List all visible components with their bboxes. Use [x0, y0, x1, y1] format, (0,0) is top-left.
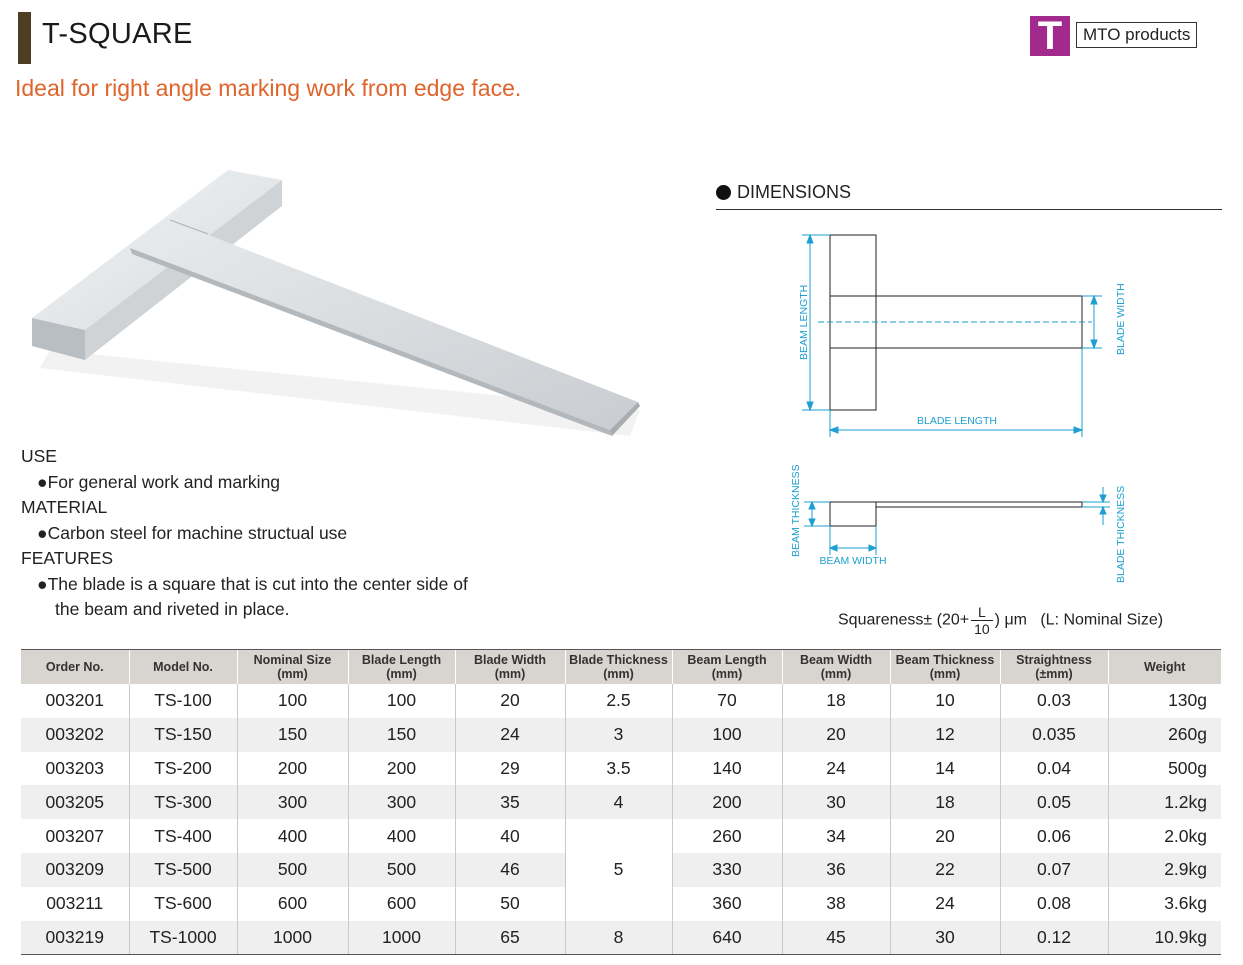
beam-thickness: 10 [890, 684, 1000, 718]
beam-width: 30 [782, 785, 890, 819]
squareness-formula [838, 604, 1163, 637]
beam-thickness-label: BEAM THICKNESS [790, 464, 802, 557]
blade-thickness: 4 [565, 785, 672, 819]
material-item: ●Carbon steel for machine structual use [37, 522, 348, 543]
table-header-row [21, 650, 1221, 685]
t-square-photo [20, 140, 660, 440]
weight: 1.2kg [1108, 785, 1221, 819]
blade-width: 65 [455, 921, 565, 955]
col-header: Order No. [21, 650, 129, 685]
col-header: Beam Width (mm) [782, 650, 890, 685]
blade-length: 200 [348, 752, 455, 786]
dimensions-heading-label: DIMENSIONS [737, 182, 852, 202]
table-row [21, 785, 1221, 819]
weight: 2.0kg [1108, 819, 1221, 853]
nominal-size: 200 [237, 752, 348, 786]
order-no: 003203 [21, 752, 129, 786]
beam-thickness: 14 [890, 752, 1000, 786]
squareness-fraction [971, 604, 993, 637]
col-header: Nominal Size (mm) [237, 650, 348, 685]
mto-badge-icon: T [1030, 16, 1070, 56]
order-no: 003209 [21, 853, 129, 887]
beam-length: 100 [672, 718, 782, 752]
col-header: Model No. [129, 650, 237, 685]
blade-length: 300 [348, 785, 455, 819]
beam-thickness: 24 [890, 887, 1000, 921]
model-no: TS-400 [129, 819, 237, 853]
side-blade-outline [876, 502, 1082, 507]
order-no: 003201 [21, 684, 129, 718]
beam-width-label: BEAM WIDTH [819, 555, 887, 567]
squareness-prefix: Squareness± (20+ [838, 611, 970, 629]
blade-length: 100 [348, 684, 455, 718]
beam-width: 36 [782, 853, 890, 887]
col-header: Straightness (±mm) [1000, 650, 1108, 685]
blade-width: 29 [455, 752, 565, 786]
product-specs [21, 444, 581, 623]
material-heading: MATERIAL [21, 497, 108, 517]
nominal-size: 400 [237, 819, 348, 853]
table-row [21, 684, 1221, 718]
nominal-size: 1000 [237, 921, 348, 955]
blade-thickness: 2.5 [565, 684, 672, 718]
use-item: ●For general work and marking [37, 471, 281, 492]
blade-length: 500 [348, 853, 455, 887]
nominal-size: 500 [237, 853, 348, 887]
col-header: Blade Thickness (mm) [565, 650, 672, 685]
beam-thickness: 12 [890, 718, 1000, 752]
straightness: 0.06 [1000, 819, 1108, 853]
blade-thickness: 3 [565, 718, 672, 752]
squareness-denominator: 10 [974, 621, 990, 637]
blade-width: 40 [455, 819, 565, 853]
nominal-size: 100 [237, 684, 348, 718]
blade-width: 50 [455, 887, 565, 921]
blade-width-label: BLADE WIDTH [1115, 283, 1127, 355]
table-row [21, 819, 1221, 853]
beam-width: 18 [782, 684, 890, 718]
nominal-size: 300 [237, 785, 348, 819]
blade-thickness: 8 [565, 921, 672, 955]
blade-length: 1000 [348, 921, 455, 955]
col-header: Beam Thickness (mm) [890, 650, 1000, 685]
model-no: TS-500 [129, 853, 237, 887]
bullet-icon [716, 185, 731, 200]
nominal-size: 150 [237, 718, 348, 752]
page-title: T-SQUARE [42, 18, 193, 50]
blade-width: 24 [455, 718, 565, 752]
blade-length: 400 [348, 819, 455, 853]
beam-length: 260 [672, 819, 782, 853]
beam-length-label: BEAM LENGTH [798, 284, 810, 360]
dimensions-heading [716, 182, 1222, 210]
beam-width: 45 [782, 921, 890, 955]
blade-width: 35 [455, 785, 565, 819]
beam-thickness: 20 [890, 819, 1000, 853]
blade-length: 150 [348, 718, 455, 752]
weight: 130g [1108, 684, 1221, 718]
weight: 10.9kg [1108, 921, 1221, 955]
beam-length: 640 [672, 921, 782, 955]
order-no: 003207 [21, 819, 129, 853]
blade-width: 46 [455, 853, 565, 887]
table-row [21, 752, 1221, 786]
straightness: 0.08 [1000, 887, 1108, 921]
model-no: TS-300 [129, 785, 237, 819]
blade-length-label: BLADE LENGTH [917, 415, 997, 427]
beam-length: 200 [672, 785, 782, 819]
nominal-size: 600 [237, 887, 348, 921]
order-no: 003219 [21, 921, 129, 955]
model-no: TS-150 [129, 718, 237, 752]
blade-thickness: 3.5 [565, 752, 672, 786]
product-subtitle: Ideal for right angle marking work from edge face. [15, 75, 522, 101]
table-row [21, 921, 1221, 955]
weight: 2.9kg [1108, 853, 1221, 887]
straightness: 0.03 [1000, 684, 1108, 718]
squareness-numerator: L [971, 604, 993, 621]
use-heading: USE [21, 446, 57, 466]
straightness: 0.04 [1000, 752, 1108, 786]
beam-width: 38 [782, 887, 890, 921]
order-no: 003202 [21, 718, 129, 752]
features-item-line2: the beam and riveted in place. [55, 599, 290, 619]
blade-thickness-label: BLADE THICKNESS [1115, 485, 1127, 583]
squareness-suffix: ) μm [994, 611, 1027, 629]
dimension-diagram [700, 215, 1140, 595]
model-no: TS-200 [129, 752, 237, 786]
straightness: 0.07 [1000, 853, 1108, 887]
beam-thickness: 22 [890, 853, 1000, 887]
beam-thickness: 18 [890, 785, 1000, 819]
straightness: 0.12 [1000, 921, 1108, 955]
model-no: TS-1000 [129, 921, 237, 955]
side-beam-outline [830, 502, 876, 526]
weight: 260g [1108, 718, 1221, 752]
order-no: 003211 [21, 887, 129, 921]
beam-width: 20 [782, 718, 890, 752]
blade-length: 600 [348, 887, 455, 921]
spec-table [21, 649, 1221, 955]
weight: 500g [1108, 752, 1221, 786]
col-header: Blade Width (mm) [455, 650, 565, 685]
col-header: Weight [1108, 650, 1221, 685]
features-item-line1: ●The blade is a square that is cut into the center side of [37, 573, 468, 594]
title-accent-bar [18, 12, 31, 64]
beam-width: 34 [782, 819, 890, 853]
squareness-note: (L: Nominal Size) [1040, 611, 1164, 629]
beam-width: 24 [782, 752, 890, 786]
weight: 3.6kg [1108, 887, 1221, 921]
blade-thickness: 5 [565, 819, 672, 920]
beam-length: 330 [672, 853, 782, 887]
mto-products-label: MTO products [1076, 22, 1197, 48]
beam-length: 360 [672, 887, 782, 921]
col-header: Beam Length (mm) [672, 650, 782, 685]
beam-length: 70 [672, 684, 782, 718]
col-header: Blade Length (mm) [348, 650, 455, 685]
features-heading: FEATURES [21, 548, 114, 568]
order-no: 003205 [21, 785, 129, 819]
model-no: TS-100 [129, 684, 237, 718]
straightness: 0.05 [1000, 785, 1108, 819]
beam-length: 140 [672, 752, 782, 786]
straightness: 0.035 [1000, 718, 1108, 752]
table-row [21, 718, 1221, 752]
beam-thickness: 30 [890, 921, 1000, 955]
blade-width: 20 [455, 684, 565, 718]
model-no: TS-600 [129, 887, 237, 921]
